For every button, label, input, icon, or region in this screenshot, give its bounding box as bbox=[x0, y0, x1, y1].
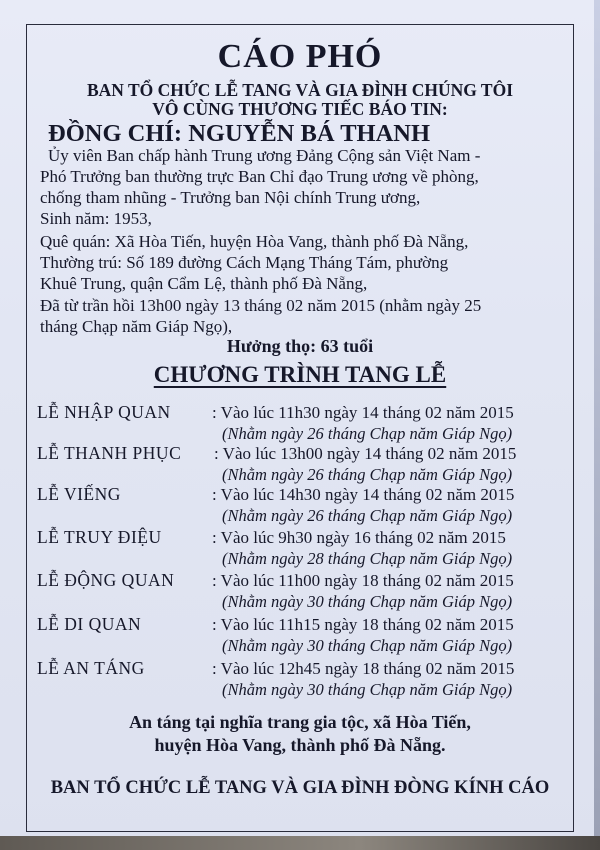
bottom-surface bbox=[0, 836, 600, 850]
event-time: : Vào lúc 11h30 ngày 14 tháng 02 năm 2015 bbox=[212, 403, 514, 422]
event-lunar-date: (Nhằm ngày 26 tháng Chạp năm Giáp Ngọ) bbox=[222, 424, 513, 443]
event-label: LỄ TRUY ĐIỆU bbox=[37, 527, 162, 547]
age-at-death: Hưởng thọ: 63 tuổi bbox=[226, 336, 374, 356]
event-time: : Vào lúc 14h30 ngày 14 tháng 02 năm 2015 bbox=[212, 485, 515, 504]
bio-line: chống tham nhũng - Trưởng ban Nội chính Trung ương, bbox=[40, 188, 421, 207]
announcement-header-line-2: VÔ CÙNG THƯƠNG TIẾC BÁO TIN: bbox=[152, 99, 448, 119]
death-date-line: Đã từ trần hồi 13h00 ngày 13 tháng 02 năm 2015 (nhằm ngày 25 bbox=[40, 296, 482, 315]
event-time: : Vào lúc 13h00 ngày 14 tháng 02 năm 2015 bbox=[214, 444, 517, 463]
burial-location-line-2: huyện Hòa Vang, thành phố Đà Nẵng. bbox=[154, 735, 446, 755]
event-label: LỄ DI QUAN bbox=[37, 614, 142, 634]
event-label: LỄ NHẬP QUAN bbox=[37, 402, 171, 422]
deceased-name: ĐỒNG CHÍ: NGUYỄN BÁ THANH bbox=[48, 120, 431, 147]
notice-title: CÁO PHÓ bbox=[217, 38, 383, 75]
hometown: Quê quán: Xã Hòa Tiến, huyện Hòa Vang, thành phố Đà Nẵng, bbox=[40, 232, 469, 251]
event-time: : Vào lúc 12h45 ngày 18 tháng 02 năm 2015 bbox=[212, 659, 515, 678]
event-lunar-date: (Nhằm ngày 26 tháng Chạp năm Giáp Ngọ) bbox=[222, 465, 513, 484]
death-date-line: tháng Chạp năm Giáp Ngọ), bbox=[40, 317, 233, 336]
bio-line: Phó Trưởng ban thường trực Ban Chỉ đạo Trung ương về phòng, bbox=[40, 167, 479, 186]
event-lunar-date: (Nhằm ngày 30 tháng Chạp năm Giáp Ngọ) bbox=[222, 636, 513, 655]
event-time: : Vào lúc 9h30 ngày 16 tháng 02 năm 2015 bbox=[212, 528, 506, 547]
event-lunar-date: (Nhằm ngày 26 tháng Chạp năm Giáp Ngọ) bbox=[222, 506, 513, 525]
event-lunar-date: (Nhằm ngày 28 tháng Chạp năm Giáp Ngọ) bbox=[222, 549, 513, 568]
event-time: : Vào lúc 11h00 ngày 18 tháng 02 năm 2015 bbox=[212, 571, 514, 590]
event-time: : Vào lúc 11h15 ngày 18 tháng 02 năm 2015 bbox=[212, 615, 514, 634]
closing-signature: BAN TỔ CHỨC LỄ TANG VÀ GIA ĐÌNH ĐÒNG KÍNH CÁO bbox=[50, 778, 550, 798]
event-label: LỄ VIẾNG bbox=[37, 484, 121, 504]
program-title: CHƯƠNG TRÌNH TANG LỄ bbox=[153, 362, 447, 387]
event-label: LỄ ĐỘNG QUAN bbox=[37, 570, 175, 590]
birth-year: Sinh năm: 1953, bbox=[40, 209, 152, 228]
announcement-header-line-1: BAN TỔ CHỨC LỄ TANG VÀ GIA ĐÌNH CHÚNG TÔI bbox=[86, 80, 514, 100]
bio-line: Ủy viên Ban chấp hành Trung ương Đảng Cộng sản Việt Nam - bbox=[48, 146, 481, 165]
event-lunar-date: (Nhằm ngày 30 tháng Chạp năm Giáp Ngọ) bbox=[222, 680, 513, 699]
residence-line: Thường trú: Số 189 đường Cách Mạng Tháng Tám, phường bbox=[40, 253, 449, 272]
burial-location-line-1: An táng tại nghĩa trang gia tộc, xã Hòa Tiến, bbox=[129, 712, 471, 732]
event-label: LỄ AN TÁNG bbox=[37, 658, 145, 678]
event-label: LỄ THANH PHỤC bbox=[37, 443, 182, 463]
event-lunar-date: (Nhằm ngày 30 tháng Chạp năm Giáp Ngọ) bbox=[222, 592, 513, 611]
residence-line: Khuê Trung, quận Cẩm Lệ, thành phố Đà Nẵng, bbox=[40, 274, 368, 293]
